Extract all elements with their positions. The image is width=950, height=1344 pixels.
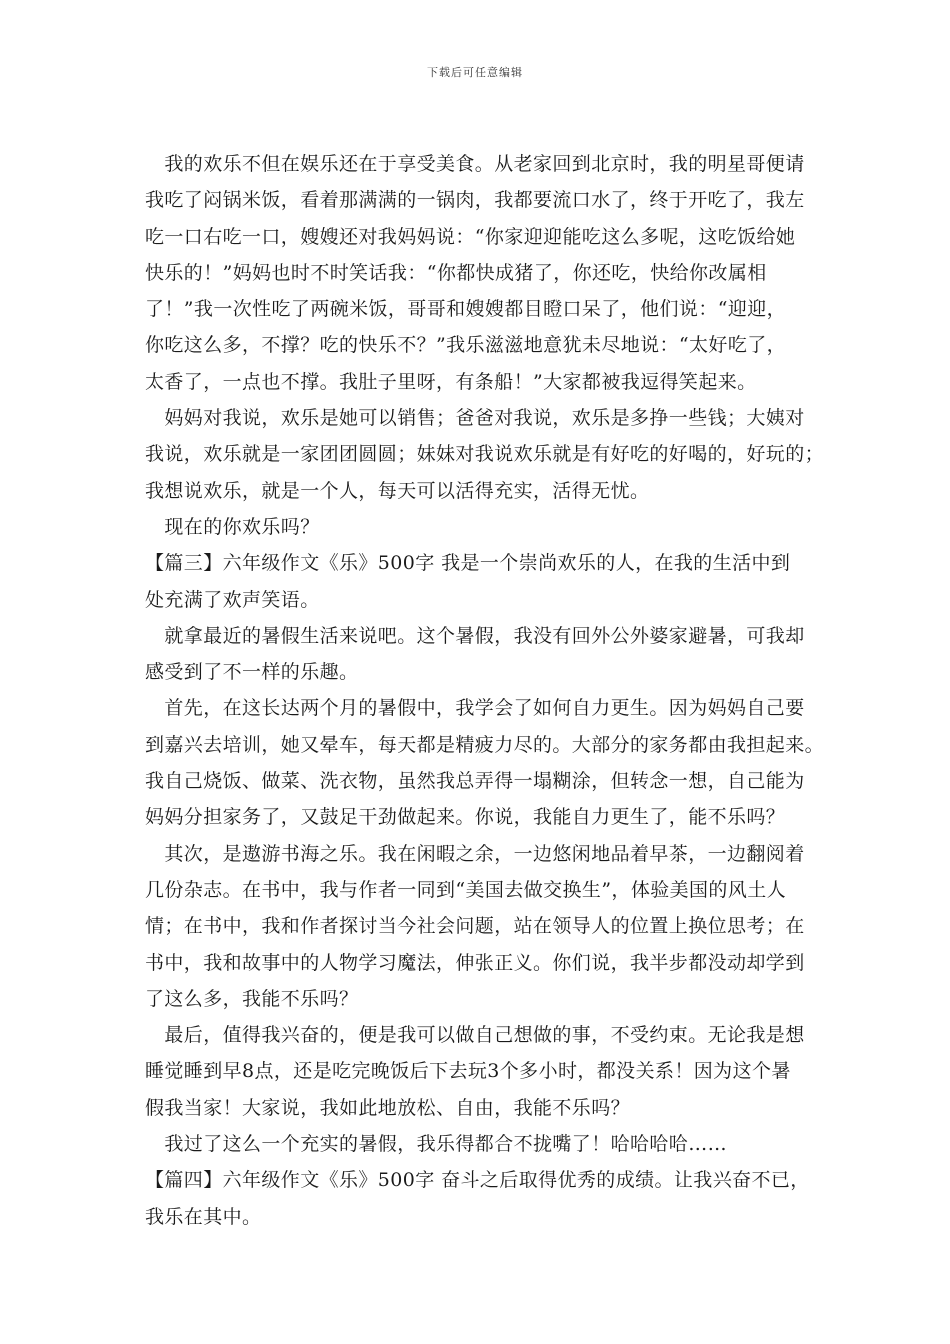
document-body <box>145 146 825 1235</box>
text-line: 处充满了欢声笑语。 <box>145 588 320 611</box>
text-line: 情；在书中，我和作者探讨当今社会问题，站在领导人的位置上换位思考；在 <box>145 915 805 938</box>
text-line: 我自己烧饭、做菜、洗衣物，虽然我总弄得一塌糊涂，但转念一想，自己能为 <box>145 770 805 793</box>
text-line: 首先，在这长达两个月的暑假中，我学会了如何自力更生。因为妈妈自己要 <box>145 697 805 720</box>
text-line: 我吃了闷锅米饭，看着那满满的一锅肉，我都要流口水了，终于开吃了，我左 <box>145 189 805 212</box>
text-line: 就拿最近的暑假生活来说吧。这个暑假，我没有回外公外婆家避暑，可我却 <box>145 624 805 647</box>
text-line: 假我当家！大家说，我如此地放松、自由，我能不乐吗？ <box>145 1096 631 1119</box>
section-heading-line: 【篇四】六年级作文《乐》500字 奋斗之后取得优秀的成绩。让我兴奋不已， <box>145 1169 810 1192</box>
page-header: 下载后可任意编辑 <box>427 66 523 79</box>
text-line: 我想说欢乐，就是一个人，每天可以活得充实，活得无忧。 <box>145 479 650 502</box>
text-line: 我过了这么一个充实的暑假，我乐得都合不拢嘴了！哈哈哈哈…… <box>145 1133 728 1156</box>
text-line: 其次，是遨游书海之乐。我在闲暇之余，一边悠闲地品着早茶，一边翻阅着 <box>145 842 805 865</box>
text-line: 了这么多，我能不乐吗？ <box>145 987 359 1010</box>
text-line: 妈妈对我说，欢乐是她可以销售；爸爸对我说，欢乐是多挣一些钱；大姨对 <box>145 407 805 430</box>
text-line: 妈妈分担家务了，又鼓足干劲做起来。你说，我能自力更生了，能不乐吗？ <box>145 806 786 829</box>
text-line: 太香了，一点也不撑。我肚子里呀，有条船！”大家都被我逗得笑起来。 <box>145 370 757 393</box>
text-line: 我乐在其中。 <box>145 1205 262 1228</box>
text-line: 到嘉兴去培训，她又晕车，每天都是精疲力尽的。大部分的家务都由我担起来。 <box>145 733 825 756</box>
text-line: 最后，值得我兴奋的，便是我可以做自己想做的事，不受约束。无论我是想 <box>145 1024 805 1047</box>
text-line: 快乐的！”妈妈也时不时笑话我：“你都快成猪了，你还吃，快给你改属相 <box>145 261 767 284</box>
text-line: 感受到了不一样的乐趣。 <box>145 661 359 684</box>
text-line: 我的欢乐不但在娱乐还在于享受美食。从老家回到北京时，我的明星哥便请 <box>145 153 805 175</box>
text-line: 了！”我一次性吃了两碗米饭，哥哥和嫂嫂都目瞪口呆了，他们说：“迎迎， <box>145 298 787 321</box>
text-line: 书中，我和故事中的人物学习魔法，伸张正义。你们说，我半步都没动却学到 <box>145 951 805 974</box>
section-heading-line: 【篇三】六年级作文《乐》500字 我是一个崇尚欢乐的人，在我的生活中到 <box>145 552 791 575</box>
text-line: 吃一口右吃一口，嫂嫂还对我妈妈说：“你家迎迎能吃这么多呢，这吃饭给她 <box>145 225 796 248</box>
text-line: 现在的你欢乐吗？ <box>145 515 320 538</box>
text-line: 我说，欢乐就是一家团团圆圆；妹妹对我说欢乐就是有好吃的好喝的，好玩的； <box>145 443 825 466</box>
text-line: 睡觉睡到早8点，还是吃完晚饭后下去玩3个多小时，都没关系！因为这个暑 <box>145 1060 791 1083</box>
text-line: 你吃这么多，不撑？吃的快乐不？”我乐滋滋地意犹未尽地说：“太好吃了， <box>145 334 787 357</box>
text-line: 几份杂志。在书中，我与作者一同到“美国去做交换生”，体验美国的风土人 <box>145 878 787 901</box>
